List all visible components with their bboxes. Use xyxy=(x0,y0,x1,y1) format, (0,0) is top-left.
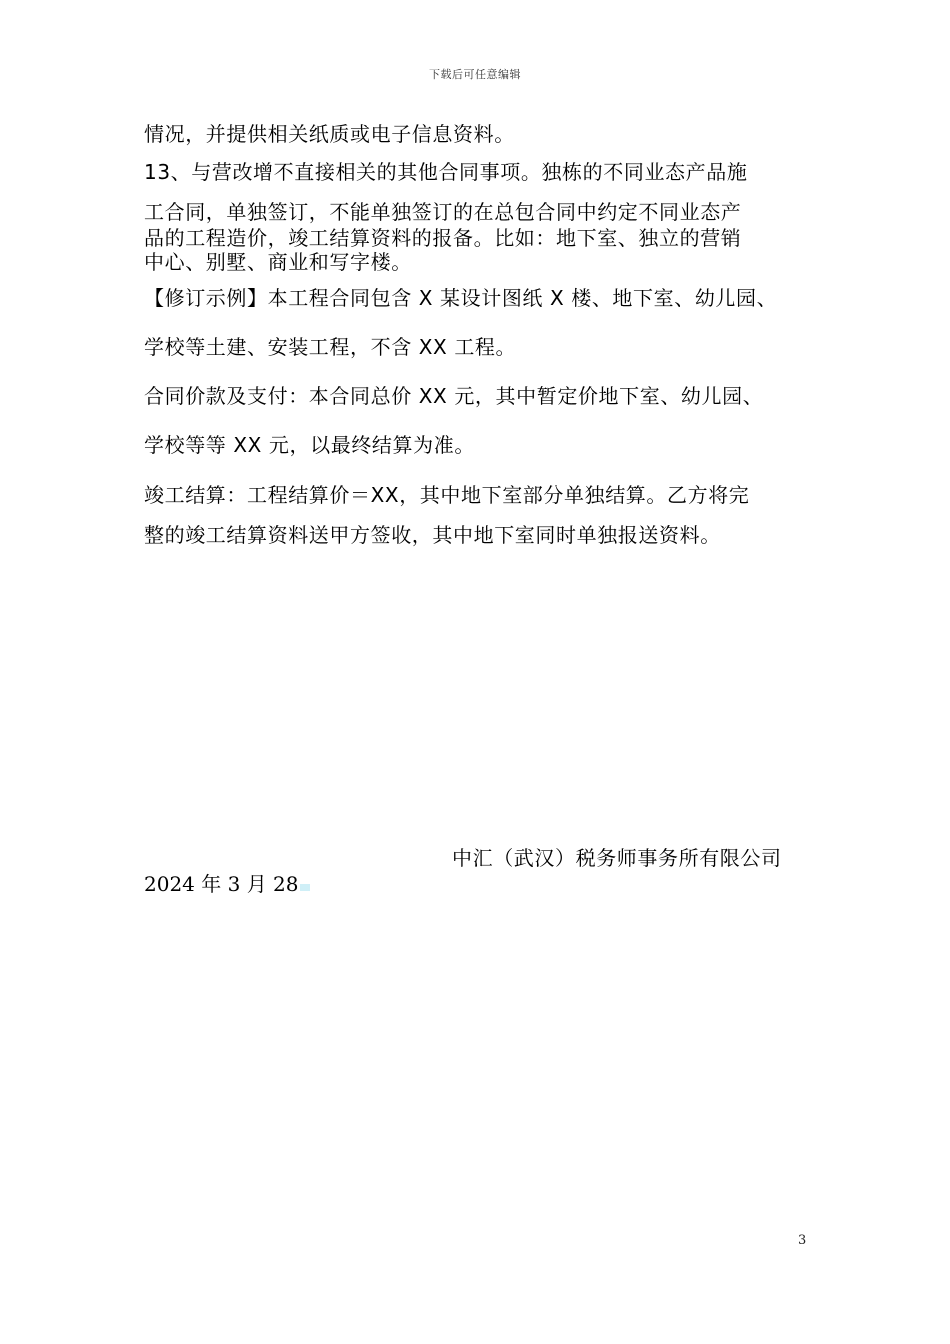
company-name: 中汇（武汉）税务师事务所有限公司 xyxy=(452,846,782,870)
body-line: 学校等等 XX 元，以最终结算为准。 xyxy=(144,433,475,457)
body-line: 【修订示例】本工程合同包含 X 某设计图纸 X 楼、地下室、幼儿园、 xyxy=(144,286,778,310)
body-line: 合同价款及支付：本合同总价 XX 元，其中暂定价地下室、幼儿园、 xyxy=(144,384,764,408)
body-line: 工合同，单独签订，不能单独签订的在总包合同中约定不同业态产 xyxy=(144,200,742,224)
body-line: 学校等土建、安装工程，不含 XX 工程。 xyxy=(144,335,517,359)
page-number: 3 xyxy=(798,1233,807,1248)
body-line: 中心、别墅、商业和写字楼。 xyxy=(144,250,412,274)
signature-date xyxy=(144,872,310,896)
body-line: 情况，并提供相关纸质或电子信息资料。 xyxy=(144,122,515,146)
body-line: 整的竣工结算资料送甲方签收，其中地下室同时单独报送资料。 xyxy=(144,523,721,547)
body-line: 品的工程造价，竣工结算资料的报备。比如：地下室、独立的营销 xyxy=(144,226,742,250)
highlight-mark xyxy=(300,884,310,891)
page-header: 下载后可任意编辑 xyxy=(429,68,521,81)
body-line: 13、与营改增不直接相关的其他合同事项。独栋的不同业态产品施 xyxy=(144,160,748,184)
body-line: 竣工结算：工程结算价＝XX，其中地下室部分单独结算。乙方将完 xyxy=(144,483,750,507)
date-text: 2024 年 3 月 28 xyxy=(144,872,299,896)
